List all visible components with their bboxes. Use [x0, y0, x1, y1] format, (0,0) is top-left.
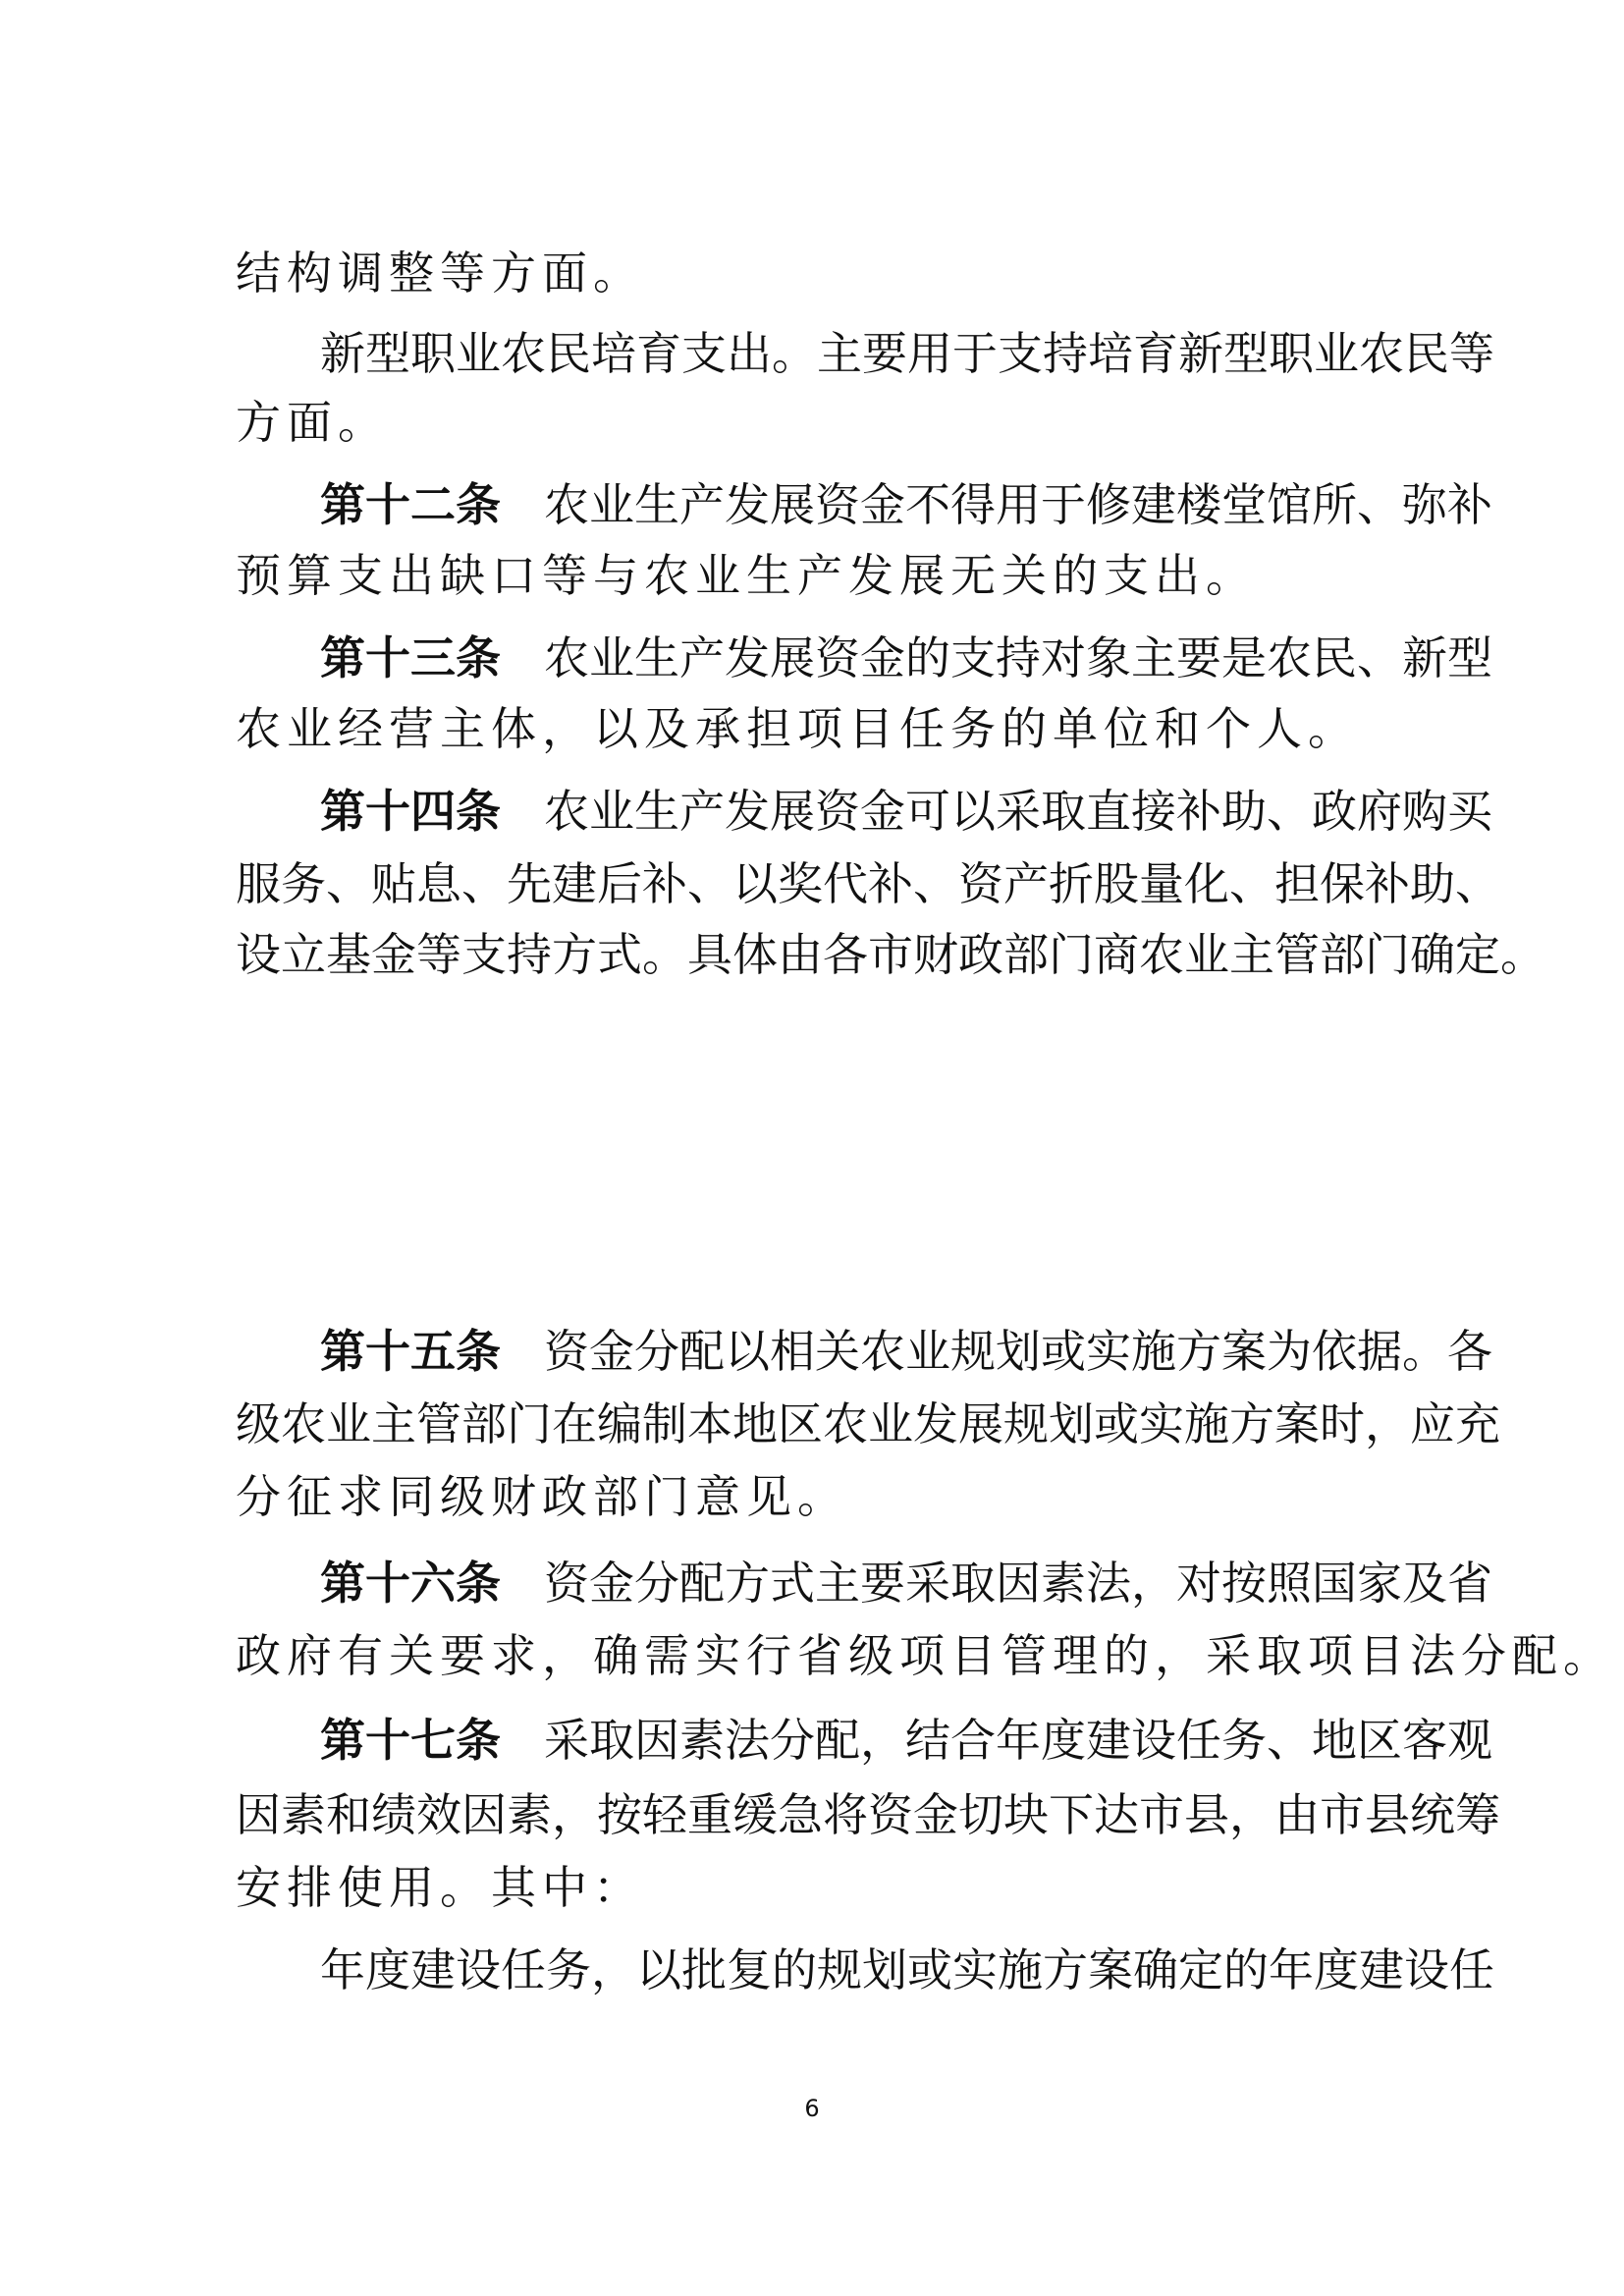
article-15-text: 资金分配以相关农业规划或实施方案为依据。各 [544, 1325, 1492, 1378]
article-17-text: 采取因素法分配，结合年度建设任务、地区客观 [544, 1714, 1492, 1767]
article-14-label: 第十四条 [320, 785, 501, 838]
chapter-heading [0, 1165, 1624, 1224]
paragraph-line: 预算支出缺口等与农业生产发展无关的支出。 [236, 549, 1257, 602]
paragraph-line: 安排使用。其中： [236, 1861, 644, 1914]
article-13-label: 第十三条 [320, 631, 501, 684]
paragraph-line: 政府有关要求，确需实行省级项目管理的，采取项目法分配。 [236, 1629, 1614, 1682]
article-12-label: 第十二条 [320, 478, 501, 531]
paragraph-line: 设立基金等支持方式。具体由各市财政部门商农业主管部门确定。 [236, 928, 1545, 981]
article-16-line [320, 1554, 1492, 1613]
article-14-line [320, 782, 1492, 841]
paragraph-line: 农业经营主体，以及承担项目任务的单位和个人。 [236, 702, 1359, 755]
paragraph-line: 新型职业农民培育支出。主要用于支持培育新型职业农民等 [320, 327, 1494, 380]
article-13-text: 农业生产发展资金的支持对象主要是农民、新型 [544, 631, 1492, 684]
page-number: 6 [804, 2095, 820, 2122]
article-17-label: 第十七条 [320, 1714, 501, 1767]
paragraph-line: 方面。 [236, 396, 389, 449]
article-16-label: 第十六条 [320, 1557, 501, 1610]
paragraph-line: 结构调整等方面。 [236, 246, 644, 300]
paragraph-line: 年度建设任务，以批复的规划或实施方案确定的年度建设任 [320, 1943, 1494, 1996]
article-14-text: 农业生产发展资金可以采取直接补助、政府购买 [544, 785, 1492, 838]
article-17-line [320, 1711, 1492, 1770]
paragraph-line: 分征求同级财政部门意见。 [236, 1470, 848, 1523]
article-15-label: 第十五条 [320, 1325, 501, 1378]
article-15-line [320, 1322, 1492, 1381]
article-12-text: 农业生产发展资金不得用于修建楼堂馆所、弥补 [544, 478, 1492, 531]
article-16-text: 资金分配方式主要采取因素法，对按照国家及省 [544, 1557, 1492, 1610]
paragraph-line: 因素和绩效因素，按轻重缓急将资金切块下达市县，由市县统筹 [236, 1788, 1500, 1841]
article-12-line [320, 475, 1492, 534]
paragraph-line: 服务、贴息、先建后补、以奖代补、资产折股量化、担保补助、 [236, 857, 1500, 910]
article-13-line [320, 629, 1492, 687]
paragraph-line: 级农业主管部门在编制本地区农业发展规划或实施方案时，应充 [236, 1397, 1500, 1450]
